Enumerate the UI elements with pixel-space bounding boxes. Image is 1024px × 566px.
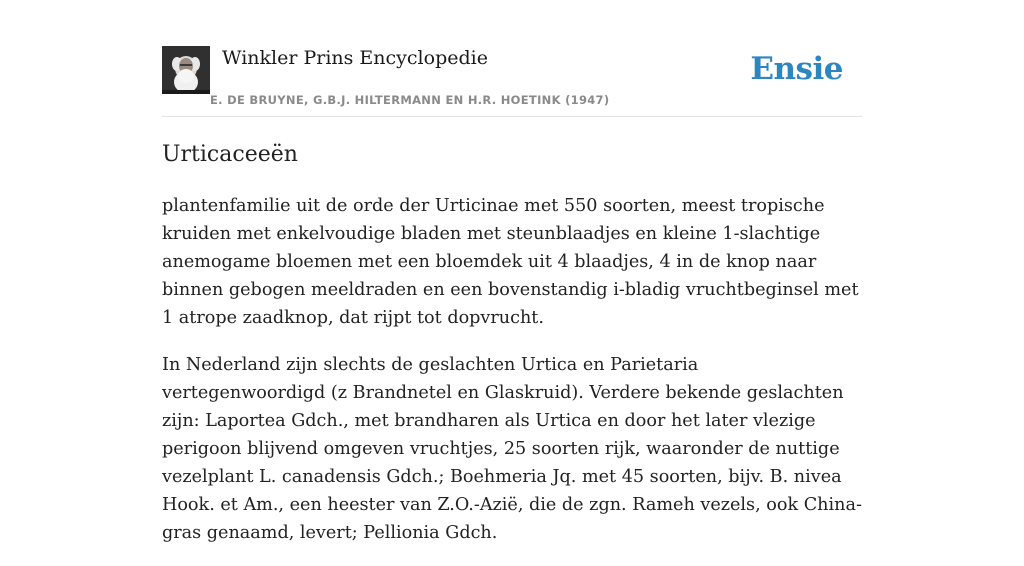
source-authors: E. DE BRUYNE, G.B.J. HILTERMANN EN H.R. HOETINK (1947) [210,93,610,107]
source-header [162,46,862,117]
author-avatar[interactable] [162,46,210,94]
portrait-icon [162,46,210,94]
article [162,140,862,566]
article-paragraph: In Nederland zijn slechts de geslachten Urtica en Parietaria vertegenwoordigd (z Brandnetel en Glaskruid). Verdere bekende geslachten zijn: Laportea Gdch., met brandharen als Urtica en door het later vlezige perigoon blijvend omgeven vruchtjes, 25 soorten rijk, waaronder de nuttige vezelplant L. canadensis Gdch.; Boehmeria Jq. met 45 soorten, bijv. B. nivea Hook. et Am., een heester van Z.O.-Azië, die de zgn. Rameh vezels, ook China-gras genaamd, levert; Pellionia Gdch. [162,355,862,543]
article-title: Urticaceeën [162,142,298,167]
article-paragraph: plantenfamilie uit de orde der Urticinae met 550 soorten, meest tropische kruiden met enkelvoudige bladen met steunblaadjes en kleine 1-slachtige anemogame bloemen met een bloemdek uit 4 blaadjes, 4 in de knop naar binnen gebogen meeldraden en een bovenstandig i-bladig vruchtbeginsel met 1 atrope zaadknop, dat rijpt tot dopvrucht. [162,196,859,328]
ensie-logo[interactable]: Ensie [750,51,843,87]
source-title[interactable]: Winkler Prins Encyclopedie [222,47,488,69]
